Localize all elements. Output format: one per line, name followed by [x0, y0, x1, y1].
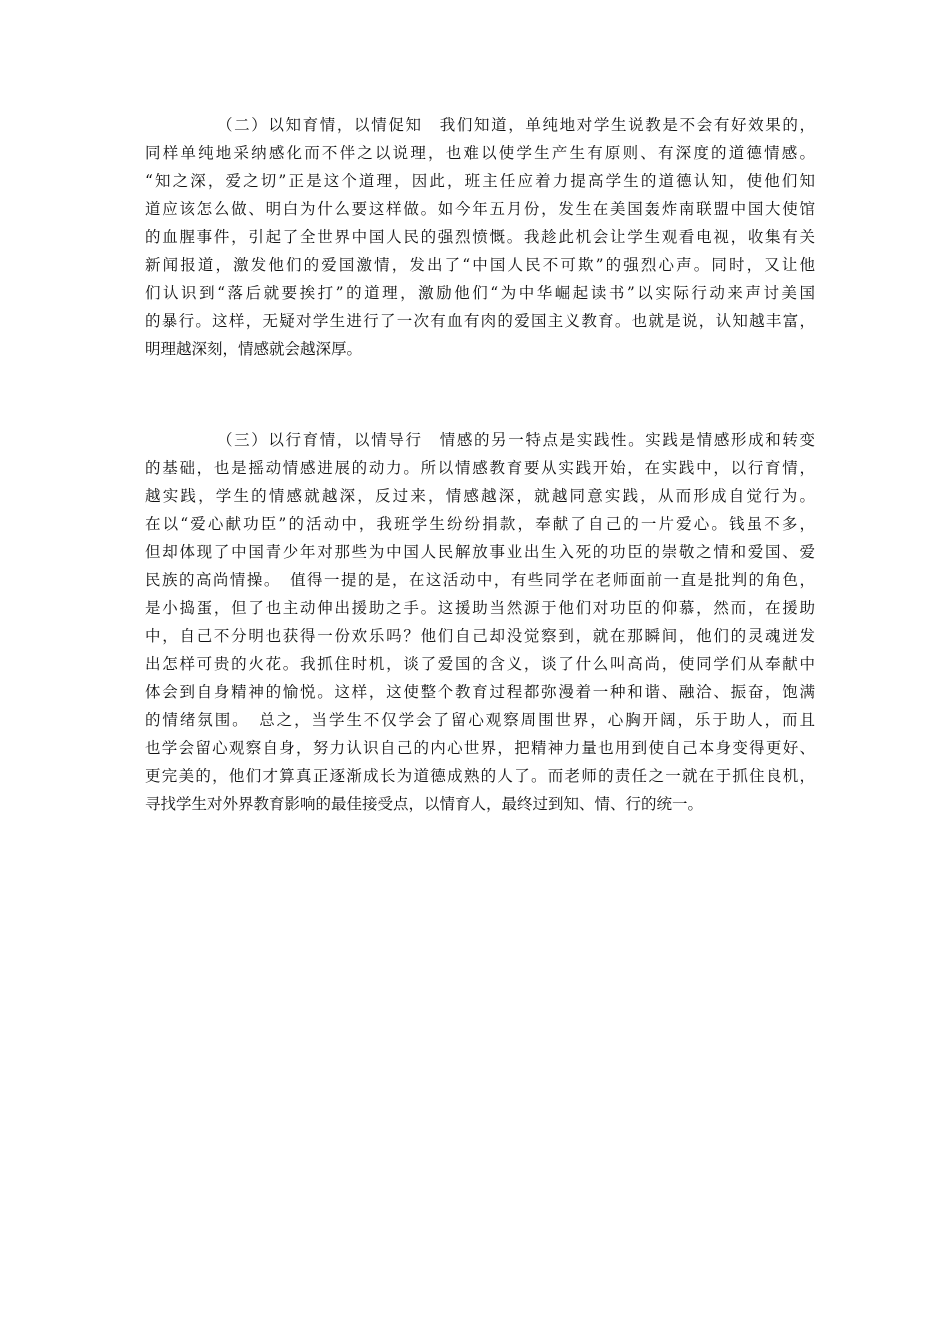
paragraph-line: 道应该怎么做、明白为什么要这样做。如今年五月份，发生在美国轰炸南联盟中国大使馆: [145, 200, 815, 218]
paragraph-line: 中，自己不分明也获得一份欢乐吗？他们自己却没觉察到，就在那瞬间，他们的灵魂迸发: [145, 627, 815, 645]
paragraph-line: 是小捣蛋，但了也主动伸出援助之手。这援助当然源于他们对功臣的仰慕，然而，在援助: [145, 599, 815, 617]
paragraph-line: 更完美的，他们才算真正逐渐成长为道德成熟的人了。而老师的责任之一就在于抓住良机，: [145, 767, 815, 785]
paragraph-line: （三）以行育情，以情导行 情感的另一特点是实践性。实践是情感形成和转变: [217, 431, 815, 449]
paragraph-line: 的暴行。这样，无疑对学生进行了一次有血有肉的爱国主义教育。也就是说，认知越丰富，: [145, 312, 815, 330]
paragraph-line: 寻找学生对外界教育影响的最佳接受点，以情育人，最终过到知、情、行的统一。: [145, 795, 704, 813]
paragraph-line: 体会到自身精神的愉悦。这样，这使整个教育过程都弥漫着一种和谐、融洽、振奋，饱满: [145, 683, 815, 701]
paragraph-line: 们认识到“落后就要挨打”的道理，激励他们“为中华崛起读书”以实际行动来声讨美国: [145, 284, 815, 302]
paragraph-line: 出怎样可贵的火花。我抓住时机，谈了爱国的含义，谈了什么叫高尚，使同学们从奉献中: [145, 655, 815, 673]
paragraph-line: “知之深，爱之切”正是这个道理，因此，班主任应着力提高学生的道德认知，使他们知: [145, 172, 815, 190]
paragraph-line: 新闻报道，激发他们的爱国激情，发出了“中国人民不可欺”的强烈心声。同时，又让他: [145, 256, 815, 274]
paragraph-line: 在以“爱心献功臣”的活动中，我班学生纷纷捐款，奉献了自己的一片爱心。钱虽不多，: [145, 515, 815, 533]
paragraph-line: 民族的高尚情操。 值得一提的是，在这活动中，有些同学在老师面前一直是批判的角色，: [145, 571, 815, 589]
paragraph-line: （二）以知育情，以情促知 我们知道，单纯地对学生说教是不会有好效果的，: [217, 116, 815, 134]
paragraph-line: 但却体现了中国青少年对那些为中国人民解放事业出生入死的功臣的崇敬之情和爱国、爱: [145, 543, 815, 561]
paragraph-line: 的基础，也是摇动情感进展的动力。所以情感教育要从实践开始，在实践中，以行育情，: [145, 459, 815, 477]
paragraph-line: 明理越深刻，情感就会越深厚。: [145, 340, 363, 358]
paragraph-line: 也学会留心观察自身，努力认识自己的内心世界，把精神力量也用到使自己本身变得更好、: [145, 739, 815, 757]
paragraph-line: 同样单纯地采纳感化而不伴之以说理，也难以使学生产生有原则、有深度的道德情感。: [145, 144, 815, 162]
paragraph-line: 的血腥事件，引起了全世界中国人民的强烈愤慨。我趁此机会让学生观看电视，收集有关: [145, 228, 815, 246]
paragraph-line: 越实践，学生的情感就越深，反过来，情感越深，就越同意实践，从而形成自觉行为。: [145, 487, 815, 505]
paragraph-2: [145, 111, 815, 363]
paragraph-line: 的情绪氛围。 总之，当学生不仅学会了留心观察周围世界，心胸开阔，乐于助人，而且: [145, 711, 815, 729]
paragraph-3: [145, 426, 815, 818]
